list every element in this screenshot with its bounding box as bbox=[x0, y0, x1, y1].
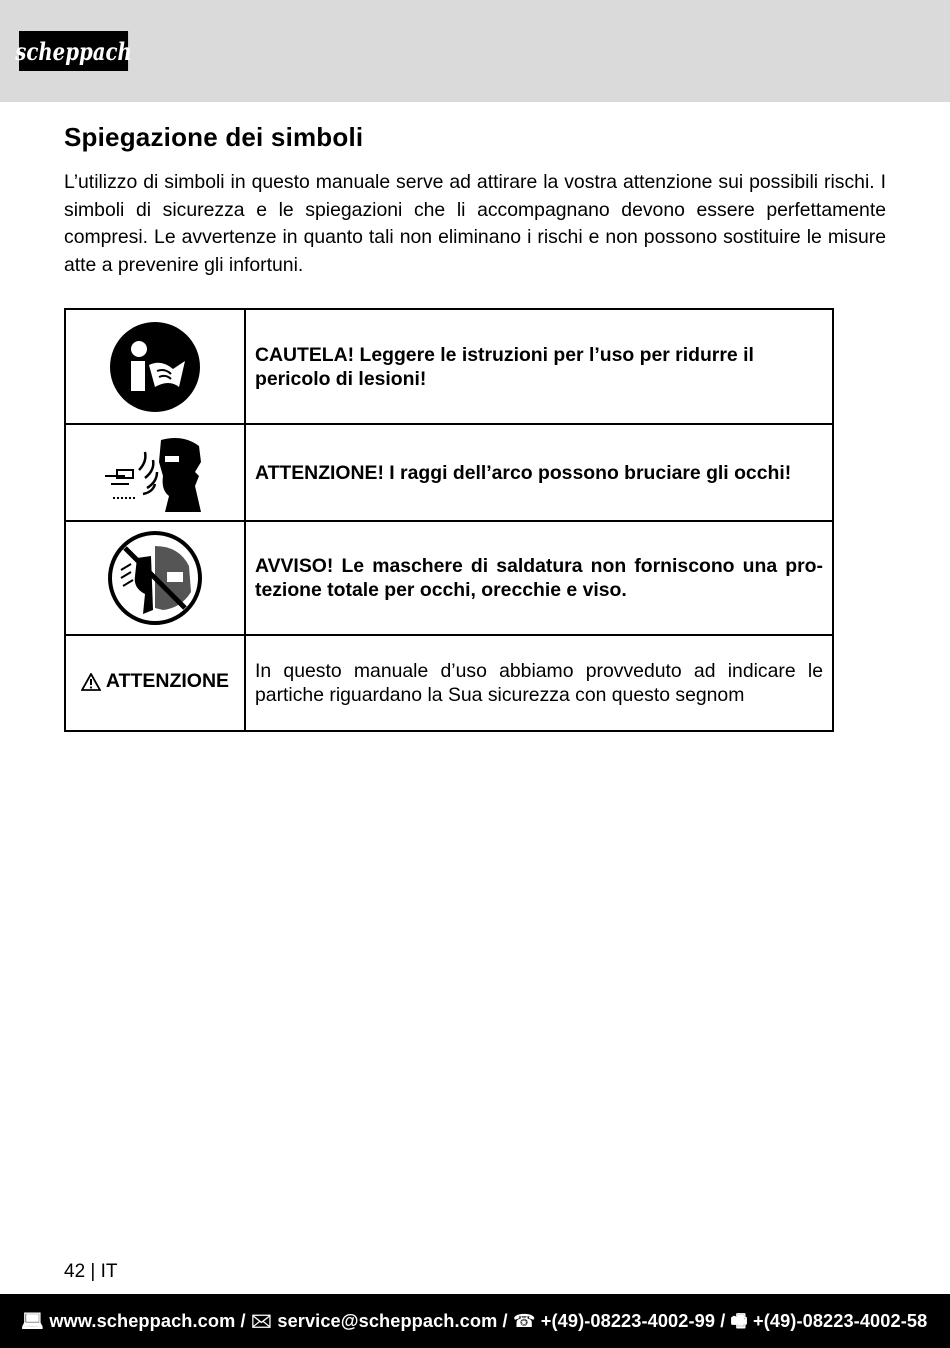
no-full-protection-mask-icon bbox=[107, 530, 203, 626]
warning-triangle-icon bbox=[81, 673, 101, 691]
computer-icon: 💻︎ bbox=[21, 1311, 45, 1331]
read-manual-icon bbox=[109, 321, 201, 413]
intro-paragraph: L’utilizzo di simboli in questo manuale serve ad attirare la vostra attenzione sui possibili rischi. I simboli di sicurezza e le spiegazioni che li accompagnano devono essere perfettamente compresi. Le avvertenze in quanto tali non eliminano i rischi e non possono sostituire le misure atte a prevenire gli infortuni. bbox=[64, 171, 886, 276]
footer-separator: / bbox=[235, 1311, 251, 1331]
table-row bbox=[65, 424, 833, 521]
arc-rays-welding-helmet-icon bbox=[103, 432, 207, 514]
warning-label bbox=[81, 670, 229, 693]
warning-label-text: ATTENZIONE bbox=[105, 670, 230, 693]
page-header bbox=[0, 0, 950, 102]
page-number bbox=[64, 1261, 118, 1283]
logo-text: scheppach bbox=[15, 36, 132, 66]
phone-icon: ☎︎ bbox=[512, 1311, 536, 1331]
footer-website[interactable]: www.scheppach.com bbox=[49, 1311, 236, 1331]
symbols-table bbox=[64, 308, 834, 732]
footer-email[interactable]: service@scheppach.com bbox=[277, 1311, 498, 1331]
warning-description: In questo manuale d’uso abbiamo provveduto ad indicare le partiche riguardano la Sua sicurezza con questo segnom bbox=[245, 635, 833, 731]
scheppach-logo bbox=[15, 31, 132, 71]
page-number-value: 42 bbox=[64, 1261, 86, 1282]
footer-separator: / bbox=[497, 1311, 513, 1331]
table-row bbox=[65, 635, 833, 731]
footer-separator: / bbox=[715, 1311, 731, 1331]
table-row bbox=[65, 309, 833, 424]
section-title: Spiegazione dei simboli bbox=[64, 122, 364, 152]
page-footer bbox=[0, 1294, 950, 1348]
footer-phone: +(49)-08223-4002-99 bbox=[540, 1311, 716, 1331]
icon-cell bbox=[65, 309, 245, 424]
table-row bbox=[65, 521, 833, 635]
page-number-separator: | bbox=[90, 1261, 96, 1282]
icon-cell bbox=[65, 424, 245, 521]
fax-icon: 🖷︎ bbox=[730, 1311, 748, 1331]
envelope-icon: 🖂︎ bbox=[250, 1311, 273, 1331]
attention-text: ATTENZIONE! I raggi dell’arco possono bruciare gli occhi! bbox=[245, 424, 833, 521]
notice-text: AVVISO! Le maschere di saldatura non forniscono una protezione totale per occhi, orecchie e viso. bbox=[245, 521, 833, 635]
footer-contact-line bbox=[21, 1309, 927, 1339]
icon-cell bbox=[65, 635, 245, 731]
page-language: IT bbox=[100, 1261, 118, 1282]
caution-text: CAUTELA! Leggere le istruzioni per l’uso per ridurre il pericolo di lesioni! bbox=[245, 309, 833, 424]
icon-cell bbox=[65, 521, 245, 635]
footer-fax: +(49)-08223-4002-58 bbox=[752, 1311, 928, 1331]
